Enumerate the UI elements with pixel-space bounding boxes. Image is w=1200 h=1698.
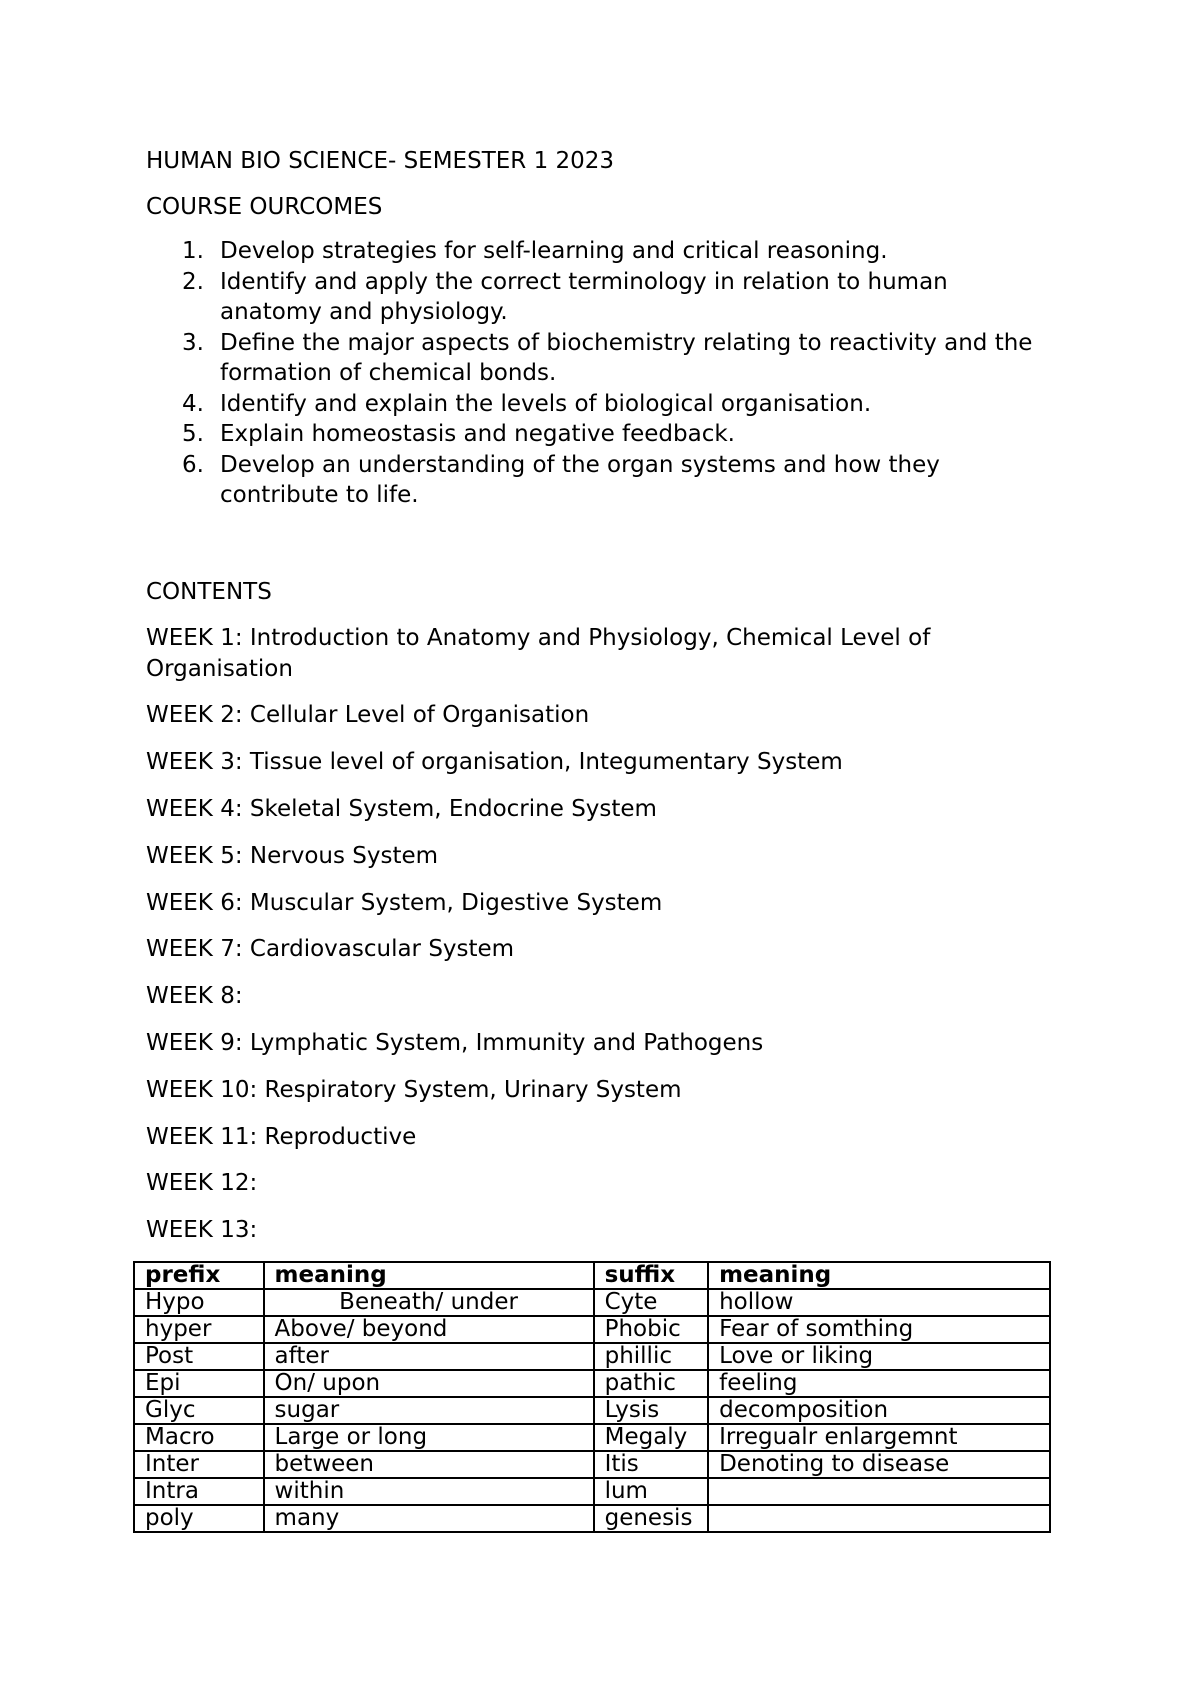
table-cell: after <box>264 1343 594 1370</box>
outcomes-list <box>146 236 1046 511</box>
week-entry: WEEK 13: <box>146 1217 258 1243</box>
table-cell: Hypo <box>134 1289 264 1316</box>
table-row <box>134 1370 1050 1397</box>
outcome-item <box>146 450 1046 511</box>
table-row <box>134 1505 1050 1532</box>
outcome-text: Develop an understanding of the organ systems and how they contribute to life. <box>220 451 940 508</box>
table-cell: hollow <box>708 1289 1050 1316</box>
table-row <box>134 1316 1050 1343</box>
table-row <box>134 1289 1050 1316</box>
table-cell <box>708 1478 1050 1505</box>
document-title: HUMAN BIO SCIENCE- SEMESTER 1 2023 <box>146 148 615 174</box>
outcome-text: Develop strategies for self-learning and critical reasoning. <box>220 238 888 264</box>
table-cell: sugar <box>264 1397 594 1424</box>
table-row <box>134 1424 1050 1451</box>
contents-heading: CONTENTS <box>146 579 272 605</box>
table-cell: Love or liking <box>708 1343 1050 1370</box>
table-cell: Beneath/ under <box>264 1289 594 1316</box>
outcome-item <box>146 389 1046 420</box>
outcome-text: Identify and explain the levels of biological organisation. <box>220 390 872 417</box>
week-entry: WEEK 11: Reproductive <box>146 1124 417 1150</box>
prefix-suffix-table <box>133 1261 1051 1533</box>
week-entry: WEEK 6: Muscular System, Digestive System <box>146 890 663 916</box>
table-cell: within <box>264 1478 594 1505</box>
outcome-number: 2. <box>182 268 204 295</box>
column-header-meaning: meaning <box>708 1262 1050 1289</box>
table-cell: Glyc <box>134 1397 264 1424</box>
column-header-prefix: prefix <box>134 1262 264 1289</box>
week-entry: WEEK 10: Respiratory System, Urinary System <box>146 1077 682 1103</box>
week-entry: WEEK 5: Nervous System <box>146 843 439 869</box>
outcome-text: Define the major aspects of biochemistry relating to reactivity and the formation of chemical bonds. <box>220 329 1033 386</box>
table-cell: On/ upon <box>264 1370 594 1397</box>
table-header-row <box>134 1262 1050 1289</box>
week-entry: WEEK 3: Tissue level of organisation, Integumentary System <box>146 749 843 775</box>
table-cell: Cyte <box>594 1289 709 1316</box>
week-entry: WEEK 7: Cardiovascular System <box>146 936 515 962</box>
table-cell: Megaly <box>594 1424 709 1451</box>
table-cell: feeling <box>708 1370 1050 1397</box>
table-cell: pathic <box>594 1370 709 1397</box>
week-entry: WEEK 4: Skeletal System, Endocrine System <box>146 796 657 822</box>
table-cell: Large or long <box>264 1424 594 1451</box>
week-entry: WEEK 9: Lymphatic System, Immunity and Pathogens <box>146 1030 764 1056</box>
outcome-number: 6. <box>182 451 204 478</box>
week-entry: WEEK 1: Introduction to Anatomy and Physiology, Chemical Level of Organisation <box>146 625 931 682</box>
week-entry: WEEK 8: <box>146 983 243 1009</box>
table-cell: Macro <box>134 1424 264 1451</box>
table-cell: Fear of somthing <box>708 1316 1050 1343</box>
outcome-number: 1. <box>182 238 204 264</box>
outcome-item <box>146 236 1046 267</box>
table-row <box>134 1478 1050 1505</box>
table-cell: Above/ beyond <box>264 1316 594 1343</box>
outcome-number: 3. <box>182 329 204 356</box>
column-header-meaning: meaning <box>264 1262 594 1289</box>
outcome-number: 5. <box>182 421 204 447</box>
week-entry: WEEK 12: <box>146 1170 258 1196</box>
table-cell: Inter <box>134 1451 264 1478</box>
table-row <box>134 1451 1050 1478</box>
table-cell: lum <box>594 1478 709 1505</box>
table-row <box>134 1397 1050 1424</box>
table-cell: decomposition <box>708 1397 1050 1424</box>
table-cell: hyper <box>134 1316 264 1343</box>
table-cell: Epi <box>134 1370 264 1397</box>
table-cell: Intra <box>134 1478 264 1505</box>
outcome-item <box>146 328 1046 389</box>
outcome-text: Explain homeostasis and negative feedback. <box>220 421 735 447</box>
table-cell <box>708 1505 1050 1532</box>
outcome-item <box>146 419 1046 450</box>
outcome-number: 4. <box>182 390 204 417</box>
week-entry: WEEK 2: Cellular Level of Organisation <box>146 702 590 728</box>
table-cell: between <box>264 1451 594 1478</box>
table-cell: Lysis <box>594 1397 709 1424</box>
table-cell: Phobic <box>594 1316 709 1343</box>
table-row <box>134 1343 1050 1370</box>
table-cell: phillic <box>594 1343 709 1370</box>
table-cell: poly <box>134 1505 264 1532</box>
outcome-text: Identify and apply the correct terminology in relation to human anatomy and physiology. <box>220 268 948 325</box>
table-cell: Denoting to disease <box>708 1451 1050 1478</box>
table-cell: Itis <box>594 1451 709 1478</box>
table-cell: Post <box>134 1343 264 1370</box>
table-cell: genesis <box>594 1505 709 1532</box>
table-cell: Irregualr enlargemnt <box>708 1424 1050 1451</box>
table-cell: many <box>264 1505 594 1532</box>
outcomes-heading: COURSE OURCOMES <box>146 194 383 220</box>
column-header-suffix: suffix <box>594 1262 709 1289</box>
outcome-item <box>146 267 1046 328</box>
